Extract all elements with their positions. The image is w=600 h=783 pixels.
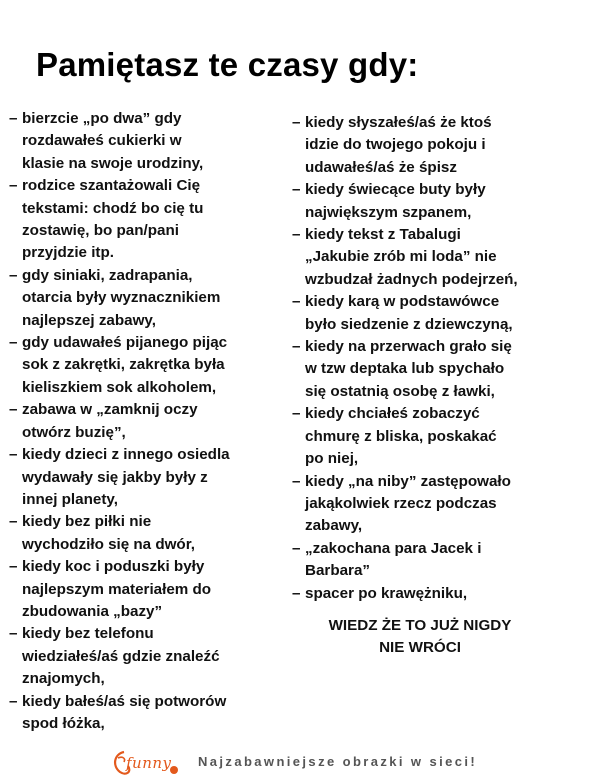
right-column [291, 112, 591, 605]
left-column [8, 108, 283, 735]
list-item: – gdy siniaki, zadrapania, otarcia były wyznacznikiem najlepszej zabawy, [8, 265, 283, 332]
site-logo[interactable] [110, 748, 180, 778]
list-item: – kiedy bałeś/aś się potworów spod łóżka, [8, 691, 283, 736]
list-item: – kiedy „na niby” zastępowało jakąkolwiek rzecz podczas zabawy, [291, 471, 591, 538]
list-item: – kiedy słyszałeś/aś że ktoś idzie do twojego pokoju i udawałeś/aś że śpisz [291, 112, 591, 179]
list-item: – bierzcie „po dwa” gdy rozdawałeś cukierki w klasie na swoje urodziny, [8, 108, 283, 175]
list-item: – kiedy bez piłki nie wychodziło się na dwór, [8, 511, 283, 556]
list-item: – kiedy na przerwach grało się w tzw deptaka lub spychało się ostatnią osobę z ławki, [291, 336, 591, 403]
list-item: – kiedy świecące buty były największym szpanem, [291, 179, 591, 224]
list-item: – kiedy dzieci z innego osiedla wydawały się jakby były z innej planety, [8, 444, 283, 511]
closing-statement: WIEDZ ŻE TO JUŻ NIGDY NIE WRÓCI [328, 617, 512, 656]
logo-text: funny [126, 754, 172, 772]
list-item: – kiedy bez telefonu wiedziałeś/aś gdzie znaleźć znajomych, [8, 623, 283, 690]
list-item: – kiedy tekst z Tabalugi „Jakubie zrób mi loda” nie wzbudzał żadnych podejrzeń, [291, 224, 591, 291]
list-item: – spacer po krawężniku, [291, 583, 591, 605]
list-item: – gdy udawałeś pijanego pijąc sok z zakrętki, zakrętka była kieliszkiem sok alkoholem, [8, 332, 283, 399]
list-item: – zabawa w „zamknij oczy otwórz buzię”, [8, 399, 283, 444]
list-item: – kiedy chciałeś zobaczyć chmurę z bliska, poskakać po niej, [291, 403, 591, 470]
list-item: – kiedy karą w podstawówce było siedzenie z dziewczyną, [291, 291, 591, 336]
list-item: – kiedy koc i poduszki były najlepszym materiałem do zbudowania „bazy” [8, 556, 283, 623]
page-title: Pamiętasz te czasy gdy: [36, 46, 419, 83]
footer [0, 730, 600, 783]
list-item: – rodzice szantażowali Cię tekstami: chodź bo cię tu zostawię, bo pan/pani przyjdzie itp. [8, 175, 283, 265]
footer-tagline: Najzabawniejsze obrazki w sieci! [198, 754, 478, 769]
list-item: – „zakochana para Jacek i Barbara” [291, 538, 591, 583]
